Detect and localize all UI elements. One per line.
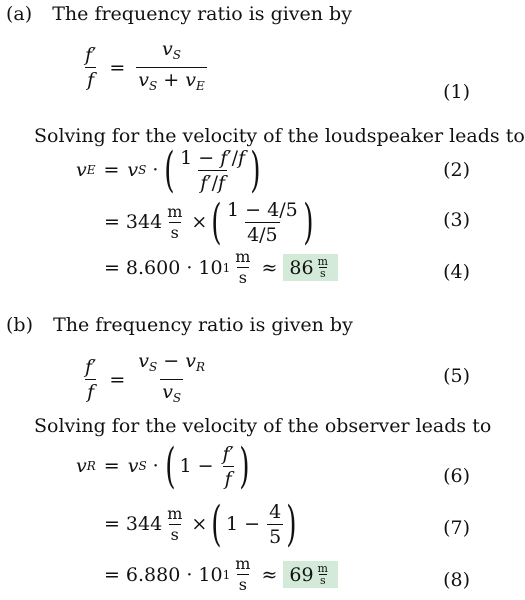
eq4-value: 8.600 · 10 (125, 256, 223, 279)
answer-box-b: 69 $\frac{m}{s}$ (283, 561, 338, 588)
equation-7: = 344 $\frac{m}{s}$ × ( 1 − $\frac{4}{5}$ ) (104, 496, 297, 552)
eq8-value: 6.880 · 10 (125, 563, 223, 586)
equation-3: = 344 $\frac{m}{s}$ × ( $\frac{1 - 4/5}{4/5}$ ) (104, 194, 314, 250)
eq3-value: 344 (125, 211, 163, 233)
equation-number-6: (6) (443, 465, 470, 487)
answer-box-a: 86 $\frac{m}{s}$ (283, 254, 338, 281)
equation-number-4: (4) (443, 261, 470, 283)
part-b-label: (b) (6, 314, 33, 336)
equation-number-7: (7) (443, 517, 470, 539)
part-a-solve-text: Solving for the velocity of the loudspeaker leads to (34, 125, 525, 147)
answer-b-value: 69 (289, 563, 314, 586)
part-b-solve-text: Solving for the velocity of the observer leads to (34, 415, 492, 437)
equation-2: v E = v S · ( $\frac{1 - f'/f}{f'/f}$ ) (76, 142, 261, 198)
equation-8: = 6.880 · 10 1 $\frac{m}{s}$ ≈ 69 $\frac{m}{s}$ (104, 555, 338, 594)
equation-number-1: (1) (443, 81, 470, 103)
part-a-intro: The frequency ratio is given by (52, 3, 352, 25)
equation-number-3: (3) (443, 209, 470, 231)
equation-1: $\frac{f'}{f}$ = $\frac{v_S}{v_S + v_E}$ (80, 38, 210, 97)
answer-a-value: 86 (289, 256, 314, 279)
equation-number-5: (5) (443, 365, 470, 387)
equation-4: = 8.600 · 10 1 $\frac{m}{s}$ ≈ 86 $\frac{m}{s}$ (104, 248, 338, 287)
equation-6: v R = v S · ( 1 − $\frac{f'}{f}$ ) (76, 438, 250, 494)
equation-5: $\frac{f'}{f}$ = $\frac{v_S - v_R}{v_S}$ (80, 350, 210, 409)
part-b-heading (6, 313, 353, 337)
eq7-value: 344 (125, 513, 163, 535)
part-a-heading (6, 2, 352, 26)
equation-number-2: (2) (443, 159, 470, 181)
part-a-label: (a) (6, 3, 33, 25)
equation-number-8: (8) (443, 569, 470, 591)
part-b-intro: The frequency ratio is given by (53, 314, 353, 336)
